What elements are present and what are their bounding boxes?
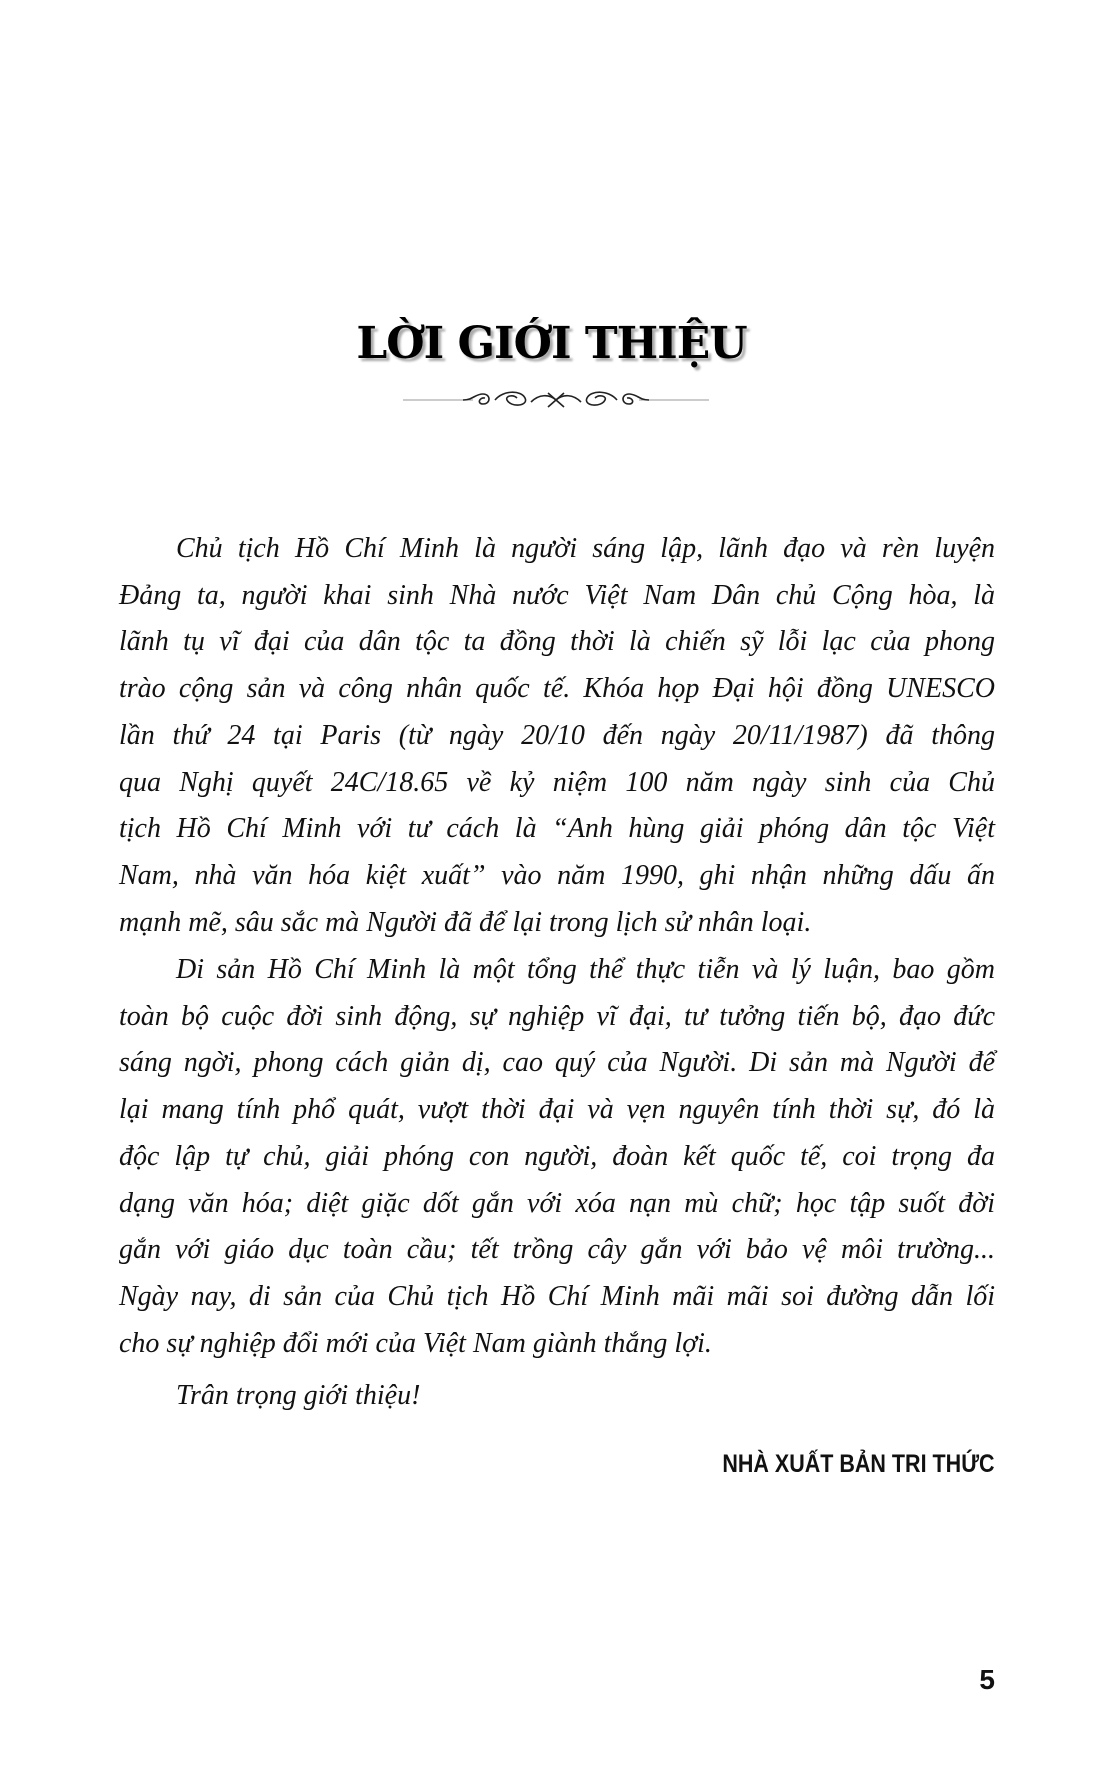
- publisher-signature: NHÀ XUẤT BẢN TRI THỨC: [722, 1450, 995, 1478]
- paragraph-line: toàn bộ cuộc đời sinh động, sự nghiệp vĩ đại, tư tưởng tiến bộ, đạo đức: [119, 1000, 995, 1032]
- page-number: 5: [979, 1664, 995, 1695]
- paragraph-line: cho sự nghiệp đổi mới của Việt Nam giành thắng lợi.: [119, 1327, 712, 1359]
- paragraph-line: Chủ tịch Hồ Chí Minh là người sáng lập, lãnh đạo và rèn luyện: [176, 533, 995, 564]
- paragraph-line: mạnh mẽ, sâu sắc mà Người đã để lại trong lịch sử nhân loại.: [119, 906, 812, 938]
- paragraph-line: Ngày nay, di sản của Chủ tịch Hồ Chí Minh mãi mãi soi đường dẫn lối: [119, 1280, 995, 1312]
- paragraph-line: tịch Hồ Chí Minh với tư cách là “Anh hùng giải phóng dân tộc Việt: [119, 813, 995, 845]
- flourish-ornament-icon: [403, 388, 709, 412]
- paragraph-line: Trân trọng giới thiệu!: [176, 1380, 421, 1411]
- paragraph-line: trào cộng sản và công nhân quốc tế. Khóa họp Đại hội đồng UNESCO: [119, 673, 995, 705]
- paragraph-line: gắn với giáo dục toàn cầu; tết trồng cây gắn với bảo vệ môi trường...: [119, 1234, 995, 1266]
- paragraph-line: lại mang tính phổ quát, vượt thời đại và vẹn nguyên tính thời sự, đó là: [119, 1094, 995, 1126]
- paragraph-line: lần thứ 24 tại Paris (từ ngày 20/10 đến ngày 20/11/1987) đã thông: [119, 719, 995, 751]
- paragraph-line: sáng ngời, phong cách giản dị, cao quý của Người. Di sản mà Người để: [119, 1047, 995, 1079]
- paragraph-line: Nam, nhà văn hóa kiệt xuất” vào năm 1990, ghi nhận những dấu ấn: [119, 859, 995, 891]
- paragraph-line: lãnh tụ vĩ đại của dân tộc ta đồng thời là chiến sỹ lỗi lạc của phong: [119, 626, 995, 658]
- paragraph-line: qua Nghị quyết 24C/18.65 về kỷ niệm 100 năm ngày sinh của Chủ: [119, 766, 995, 798]
- paragraph-line: Đảng ta, người khai sinh Nhà nước Việt Nam Dân chủ Cộng hòa, là: [119, 579, 995, 611]
- paragraph-line: Di sản Hồ Chí Minh là một tổng thể thực tiễn và lý luận, bao gồm: [176, 954, 995, 985]
- paragraph-line: độc lập tự chủ, giải phóng con người, đoàn kết quốc tế, coi trọng đa: [119, 1140, 995, 1172]
- paragraph-line: dạng văn hóa; diệt giặc dốt gắn với xóa nạn mù chữ; học tập suốt đời: [119, 1187, 995, 1219]
- page-title: LỜI GIỚI THIỆU: [356, 318, 747, 369]
